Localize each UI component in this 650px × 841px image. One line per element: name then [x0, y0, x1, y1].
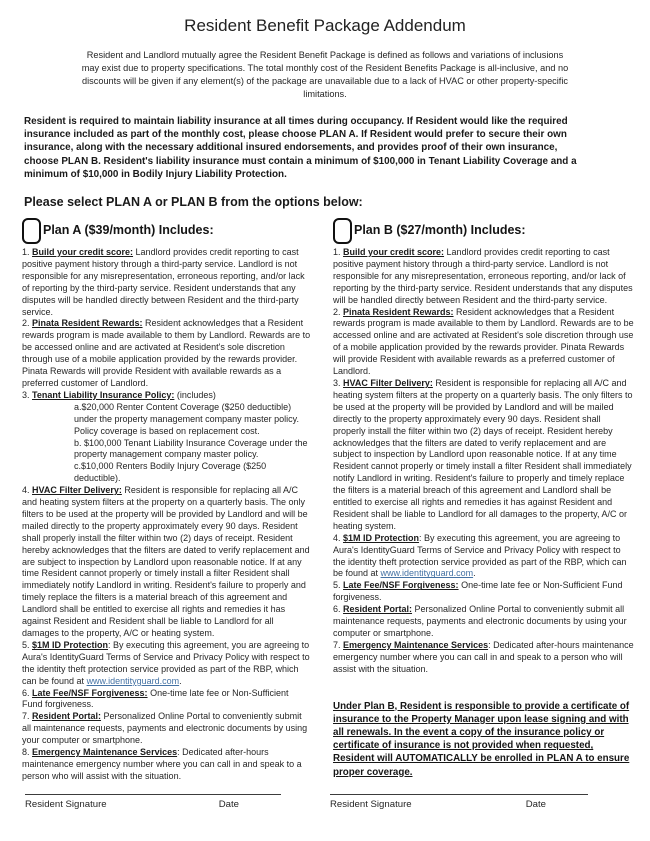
item-number: 7.: [22, 711, 33, 722]
item-text: (includes): [174, 389, 216, 400]
item-label: HVAC Filter Delivery:: [32, 485, 122, 496]
item-label: Build your credit score:: [343, 247, 445, 258]
plan-item: [22, 688, 311, 712]
identityguard-link[interactable]: www.identityguard.com: [86, 675, 180, 686]
sub-item: b. $100,000 Tenant Liability Insurance Coverage under the property management company master policy.: [74, 437, 308, 460]
item-number: 2.: [333, 306, 344, 317]
signature-block-right: [330, 794, 588, 810]
item-text: One-time late fee or Non-Sufficient Fund forgiveness.: [22, 687, 289, 710]
plan-item: [333, 533, 634, 581]
insurance-requirement-paragraph: Resident is required to maintain liability insurance at all times during occupancy. If Resident would like the required insurance included as part of the monthly cost, please choose PLAN A. If Resident would prefer to secure their own insurance, along with the necessary additional insured endorsements, and provides proof of their own insurance, choose PLAN B. Resident's liability insurance must contain a minimum of $100,000 in Tenant Liability Coverage and a minimum of $10,000 in Bodily Injury Liability Protection.: [24, 116, 577, 180]
sub-item: c.$10,000 Renters Bodily Injury Coverage ($250 deductible).: [74, 461, 267, 484]
item-text-after: .: [179, 675, 182, 686]
item-number: 4.: [22, 485, 33, 496]
plan-b-header: [333, 218, 634, 244]
date-label: Date: [525, 799, 546, 810]
item-text: Resident is responsible for replacing all A/C and heating system filters at the property on a quarterly basis. The only filters to be used at the property will be provided by Landlord and will be mailed directly to the property approximately every 90 days. Resident shall properly install the filter within two (2) days of receipt. Resident hereby acknowledges that the filters are dated to verify replacement and are subject to inspection by Landlord upon reasonable notice. If at any time Resident cannot properly or timely install a filter Resident shall immediately notify Landlord in writing. Resident's failure to properly and timely replace the filters is a material breach of this agreement and Landlord shall be entitled to exercise all rights and remedies it has against Resident and Resident shall be liable to Landlord for all damages to the property, A/C or heating system.: [333, 377, 633, 531]
item-number: 6.: [333, 604, 344, 615]
item-label: HVAC Filter Delivery:: [343, 377, 433, 388]
item-text: Landlord provides credit reporting to cast positive payment history through a third-party service. Landlord is not responsible for any misrepresentation, erroneous reporting, and/or lack of reporting by the third-party service. Resident understands that any disputes will be handled directly between Resident and the third-party service.: [22, 247, 305, 317]
plan-item: [22, 747, 311, 783]
item-text: : Dedicated after-hours maintenance emergency number where you can call in and speak to a person who will assist with the situation.: [333, 639, 634, 674]
signature-labels: [330, 795, 588, 810]
item-text-after: .: [473, 568, 476, 579]
item-label: Pinata Resident Rewards:: [32, 318, 143, 329]
plan-a-item-list: [22, 247, 311, 783]
sub-item-list: [22, 402, 311, 485]
item-text: Resident is responsible for replacing all A/C and heating system filters at the property on a quarterly basis. The only filters to be used at the property will be provided by Landlord and will be mailed directly to the property approximately every 90 days. Resident shall properly install the filter within two (2) days of receipt. Resident hereby acknowledges that the filters are dated to verify replacement and are subject to inspection by Landlord upon reasonable notice. If at any time Resident cannot properly or timely install a filter Resident shall immediately notify Landlord in writing. Resident's failure to properly and timely replace the filters is a material breach of this agreement and Landlord shall be entitled to exercise all rights and remedies it has against Resident and Resident shall be liable to Landlord for all damages to the property, A/C or heating system.: [22, 485, 310, 639]
plan-a-checkbox[interactable]: [22, 218, 41, 244]
plan-b-item-list: [333, 247, 634, 676]
page-title: Resident Benefit Package Addendum: [184, 16, 466, 35]
plan-item: [22, 390, 311, 485]
item-number: 1.: [333, 247, 344, 258]
item-label: Pinata Resident Rewards:: [343, 306, 454, 317]
item-label: $1M ID Protection: [343, 532, 420, 543]
resident-signature-label: Resident Signature: [25, 799, 107, 810]
plan-item: [333, 378, 634, 533]
plan-a-heading: Plan A ($39/month) Includes:: [43, 223, 214, 238]
sub-item: a.$20,000 Renter Content Coverage ($250 deductible) under the property management company master policy. Policy coverage is based on replacement cost.: [74, 401, 299, 436]
item-number: 5.: [333, 580, 344, 591]
item-text: One-time late fee or Non-Sufficient Fund forgiveness.: [333, 580, 623, 603]
plan-b-heading: Plan B ($27/month) Includes:: [354, 223, 526, 238]
plan-item: [333, 640, 634, 676]
item-label: Late Fee/NSF Forgiveness:: [32, 687, 148, 698]
intro-paragraph: Resident and Landlord mutually agree the Resident Benefit Package is defined as follows and variations of inclusions may exist due to property specifications. The total monthly cost of the Resident Benefits Package is all-inclusive, and no discounts will be given if any element(s) of the package are unavailable due to a lack of HVAC or other property-specific limitations.: [81, 50, 569, 99]
item-text: : By executing this agreement, you are agreeing to Aura's IdentityGuard Terms of Service and Privacy Policy with respect to the identity theft protection service provided as part of the RBP, which can be found at: [22, 639, 310, 686]
signature-block-left: [25, 794, 281, 810]
item-label: Resident Portal:: [343, 604, 413, 615]
item-text: Landlord provides credit reporting to cast positive payment history through a third-party service. Landlord is not responsible for any misrepresentation, erroneous reporting, and/or lack of reporting by the third-party service. Resident understands that any disputes will be handled directly between Resident and the third-party service.: [333, 247, 633, 305]
item-number: 5.: [22, 639, 33, 650]
item-text: Resident acknowledges that a Resident rewards program is made available to them by Landlord. Rewards are to be accessed online and are activated at Resident's sole discretion through use of a mobile application provided by the rewards provider. Pinata Rewards will provide Resident with available rewards as a preferred customer of Landlord.: [333, 306, 634, 377]
item-text: Personalized Online Portal to conveniently submit all maintenance requests, payments and electronic documents by using your computer or smartphone.: [333, 604, 627, 639]
plan-a-header: [22, 218, 311, 244]
item-number: 3.: [22, 389, 33, 400]
item-label: Tenant Liability Insurance Policy:: [32, 389, 175, 400]
plan-item: [333, 247, 634, 307]
item-label: Emergency Maintenance Services: [343, 639, 489, 650]
item-text: : Dedicated after-hours maintenance emergency number where you can call in and speak to a person who will assist with the situation.: [22, 747, 302, 781]
plan-item: [22, 318, 311, 389]
item-label: Late Fee/NSF Forgiveness:: [343, 580, 459, 591]
date-label: Date: [218, 799, 239, 810]
item-number: 3.: [333, 377, 344, 388]
plan-item: [333, 580, 634, 604]
plan-b-column: [333, 218, 634, 783]
plan-a-column: [22, 218, 311, 783]
identityguard-link[interactable]: www.identityguard.com: [380, 568, 474, 579]
item-number: 1.: [22, 247, 33, 258]
plans-columns: [0, 218, 650, 783]
item-label: Resident Portal:: [32, 711, 102, 722]
item-number: 4.: [333, 532, 344, 543]
item-number: 6.: [22, 687, 33, 698]
item-text: : By executing this agreement, you are agreeing to Aura's IdentityGuard Terms of Service and Privacy Policy with respect to the identity theft protection service provided as part of the RBP, which can be found at: [333, 532, 627, 579]
plan-item: [333, 604, 634, 640]
item-number: 8.: [22, 747, 33, 758]
item-label: Build your credit score:: [32, 247, 134, 258]
item-label: $1M ID Protection: [32, 639, 109, 650]
plan-item: [22, 640, 311, 688]
item-text: Personalized Online Portal to conveniently submit all maintenance requests, payments and electronic documents by using your computer or smartphone.: [22, 711, 308, 746]
plan-select-prompt: Please select PLAN A or PLAN B from the options below:: [24, 195, 363, 210]
plan-item: [22, 247, 311, 318]
signature-labels: [25, 795, 281, 810]
plan-item: [22, 485, 311, 640]
item-text: Resident acknowledges that a Resident rewards program is made available to them by Landlord. Rewards are to be accessed online and are activated at Resident's sole discretion through use of a mobile application provided by the rewards provider. Pinata Rewards will provide Resident with available rewards as a preferred customer of Landlord.: [22, 318, 311, 388]
item-label: Emergency Maintenance Services: [32, 747, 178, 758]
item-number: 7.: [333, 639, 344, 650]
plan-b-checkbox[interactable]: [333, 218, 352, 244]
resident-signature-label: Resident Signature: [330, 799, 412, 810]
plan-item: [333, 307, 634, 378]
plan-item: [22, 711, 311, 747]
plan-b-auto-enroll-note: Under Plan B, Resident is responsible to provide a certificate of insurance to the Property Manager upon lease signing and with all renewals. In the event a copy of the insurance policy or certificate of insurance is not provided when requested, Resident will AUTOMATICALLY be enrolled in PLAN A to ensure proper coverage.: [333, 700, 630, 778]
item-number: 2.: [22, 318, 33, 329]
